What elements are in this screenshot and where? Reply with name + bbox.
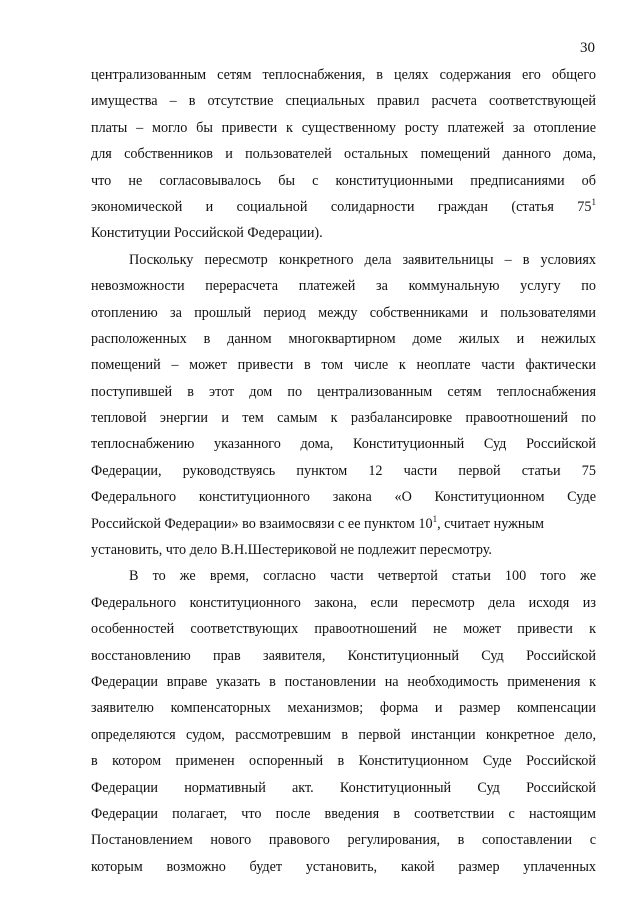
text-line-part: , считает нужным xyxy=(437,515,545,532)
text-line: Федерации, руководствуясь пунктом 12 части первой статьи 75 xyxy=(91,462,596,479)
text-line-part: экономической и социальной солидарности граждан (статья 75 xyxy=(91,198,592,215)
text-line: восстановлению прав заявителя, Конституционный Суд Российской xyxy=(91,647,596,664)
text-line xyxy=(91,511,596,537)
text-line-part: Российской Федерации» во взаимосвязи с ее пунктом 10 xyxy=(91,515,433,532)
text-line: Федерального конституционного закона «О Конституционном Суде xyxy=(91,489,596,506)
text-line: помещений – может привести в том числе к неоплате части фактически xyxy=(91,357,596,374)
text-line xyxy=(91,194,596,220)
page-number: 30 xyxy=(580,40,595,56)
document-body xyxy=(91,62,596,880)
text-line: Федерации вправе указать в постановлении на необходимость применения к xyxy=(91,673,596,690)
text-line: поступившей в этот дом по централизованным сетям теплоснабжения xyxy=(91,383,596,400)
text-line: Постановлением нового правового регулирования, в сопоставлении с xyxy=(91,832,596,849)
text-line: для собственников и пользователей остальных помещений данного дома, xyxy=(91,146,596,163)
text-line: что не согласовывалось бы с конституционными предписаниями об xyxy=(91,172,596,189)
text-line: в котором применен оспоренный в Конституционном Суде Российской xyxy=(91,753,596,770)
text-line: заявителю компенсаторных механизмов; форма и размер компенсации xyxy=(91,700,596,717)
text-line: централизованным сетям теплоснабжения, в целях содержания его общего xyxy=(91,67,596,83)
text-line: которым возможно будет установить, какой размер уплаченных xyxy=(91,858,596,875)
text-line: отоплению за прошлый период между собственниками и пользователями xyxy=(91,304,596,321)
text-line: невозможности перерасчета платежей за коммунальную услугу по xyxy=(91,278,596,295)
text-line: платы – могло бы привести к существенному росту платежей за отопление xyxy=(91,119,596,136)
text-line: Федерации полагает, что после введения в соответствии с настоящим xyxy=(91,805,596,822)
paragraph-start-line: В то же время, согласно части четвертой статьи 100 того же xyxy=(129,568,596,585)
paragraph-start-line: Поскольку пересмотр конкретного дела заявительницы – в условиях xyxy=(129,251,596,268)
superscript-marker: 1 xyxy=(591,196,596,207)
text-line: расположенных в данном многоквартирном доме жилых и нежилых xyxy=(91,330,596,347)
text-line: Федерального конституционного закона, если пересмотр дела исходя из xyxy=(91,594,596,611)
text-line: теплоснабжению указанного дома, Конституционный Суд Российской xyxy=(91,436,596,453)
superscript-marker: 1 xyxy=(432,513,438,524)
text-line: тепловой энергии и тем самым к разбалансировке правоотношений по xyxy=(91,410,596,427)
text-line: определяются судом, рассмотревшим в первой инстанции конкретное дело, xyxy=(91,726,596,743)
text-line: Федерации нормативный акт. Конституционный Суд Российской xyxy=(91,779,596,796)
text-line: установить, что дело В.Н.Шестериковой не подлежит пересмотру. xyxy=(91,542,492,559)
text-line: Конституции Российской Федерации). xyxy=(91,225,323,242)
text-line: имущества – в отсутствие специальных правил расчета соответствующей xyxy=(91,93,596,110)
text-line: особенностей соответствующих правоотношений не может привести к xyxy=(91,621,596,638)
